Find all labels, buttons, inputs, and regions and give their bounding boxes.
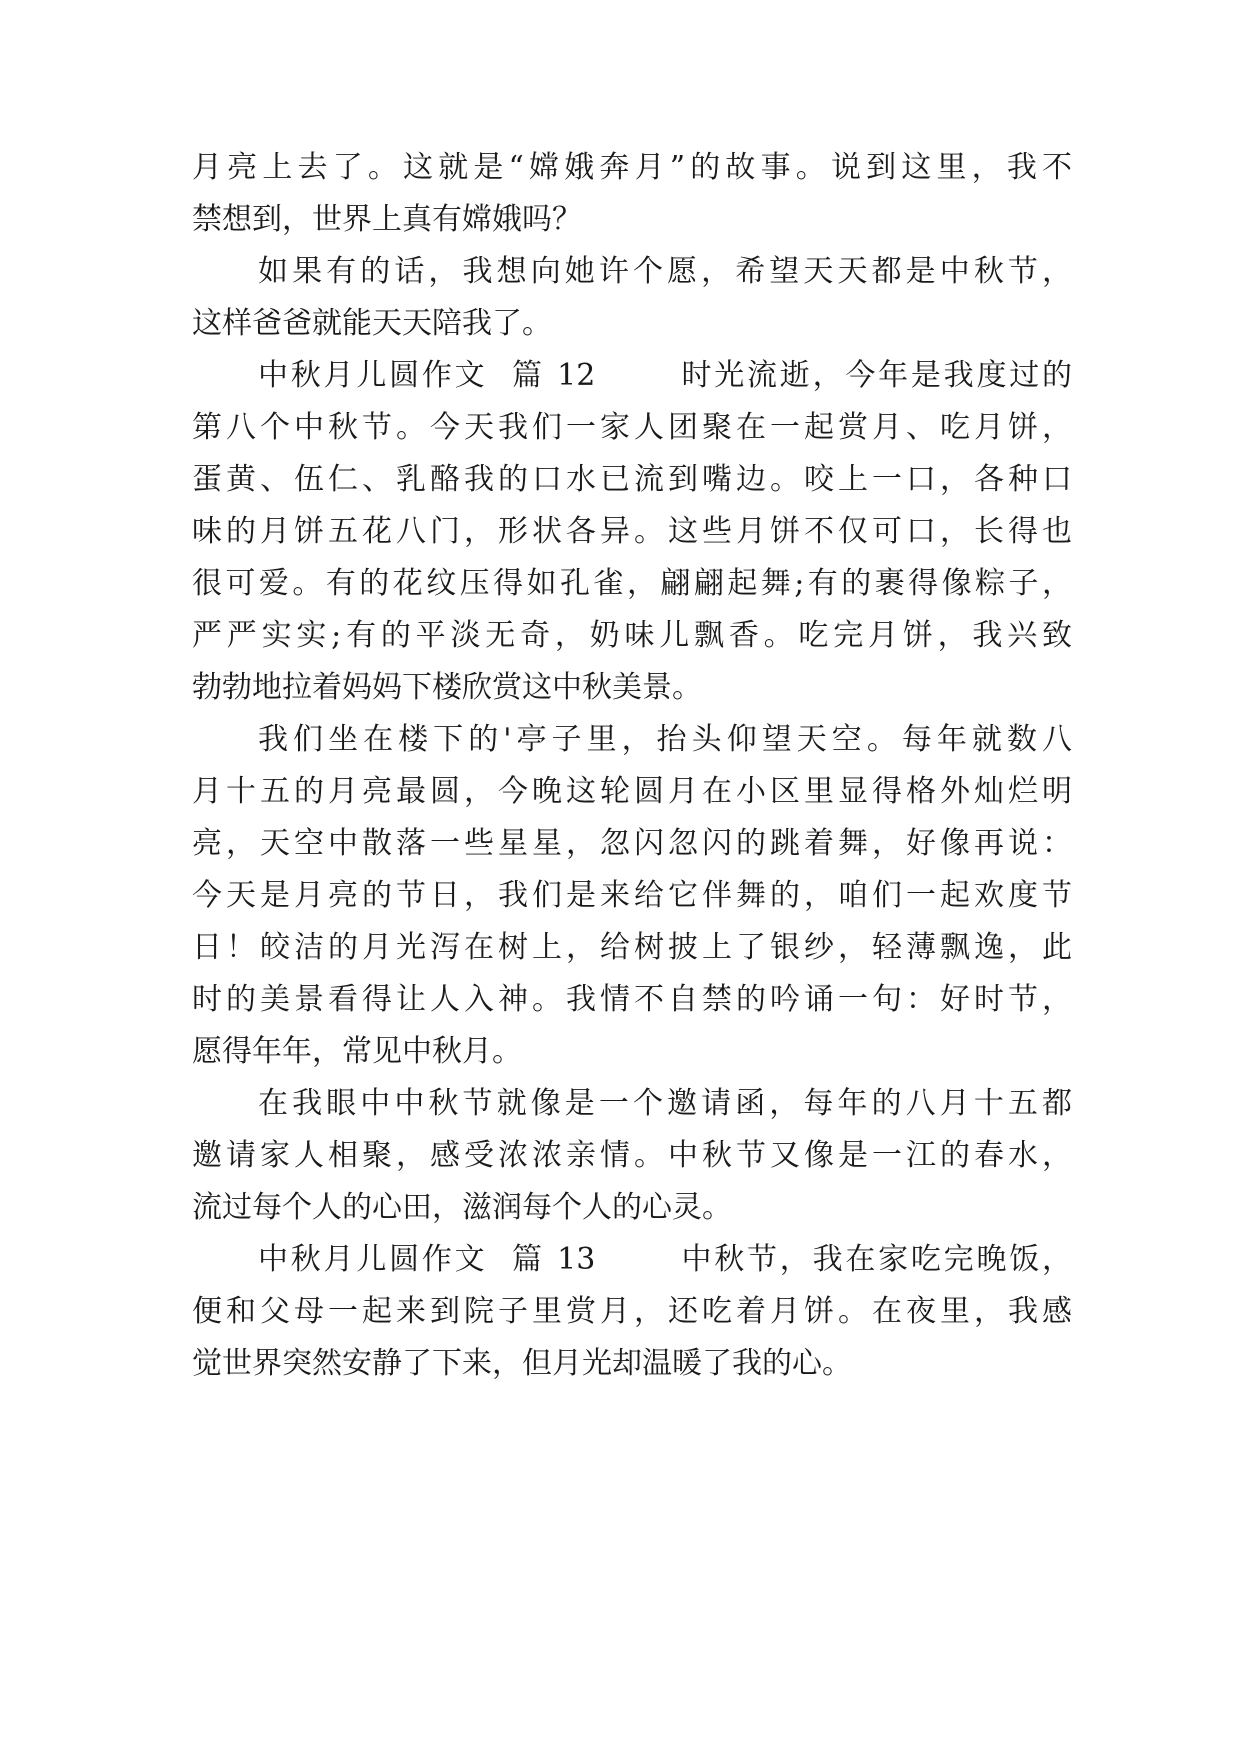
text-line: 便和父母一起来到院子里赏月，还吃着月饼。在夜里，我感 (192, 1294, 1072, 1329)
text-line: 愿得年年，常见中秋月。 (192, 1034, 522, 1069)
text-line: 味的月饼五花八门，形状各异。这些月饼不仅可口，长得也 (192, 514, 1072, 549)
section-heading-line: 中秋月儿圆作文 篇 12 时光流逝，今年是我度过的 (258, 358, 1072, 393)
text-line: 觉世界突然安静了下来，但月光却温暖了我的心。 (192, 1346, 852, 1381)
text-line: 第八个中秋节。今天我们一家人团聚在一起赏月、吃月饼， (192, 410, 1072, 445)
text-line: 日！皎洁的月光泻在树上，给树披上了银纱，轻薄飘逸，此 (192, 930, 1072, 965)
text-line: 很可爱。有的花纹压得如孔雀，翩翩起舞;有的裹得像粽子， (192, 566, 1072, 601)
section-heading-line: 中秋月儿圆作文 篇 13 中秋节，我在家吃完晚饭， (258, 1242, 1072, 1277)
text-line: 如果有的话，我想向她许个愿，希望天天都是中秋节， (258, 254, 1072, 289)
text-line: 在我眼中中秋节就像是一个邀请函，每年的八月十五都 (258, 1086, 1072, 1121)
text-line: 流过每个人的心田，滋润每个人的心灵。 (192, 1190, 732, 1225)
text-line: 蛋黄、伍仁、乳酪我的口水已流到嘴边。咬上一口，各种口 (192, 462, 1072, 497)
text-line: 时的美景看得让人入神。我情不自禁的吟诵一句：好时节， (192, 982, 1072, 1017)
text-line: 这样爸爸就能天天陪我了。 (192, 306, 552, 341)
text-line: 今天是月亮的节日，我们是来给它伴舞的，咱们一起欢度节 (192, 878, 1072, 913)
text-line: 邀请家人相聚，感受浓浓亲情。中秋节又像是一江的春水， (192, 1138, 1072, 1173)
text-line: 亮，天空中散落一些星星，忽闪忽闪的跳着舞，好像再说： (192, 826, 1072, 861)
text-line: 月亮上去了。这就是“嫦娥奔月”的故事。说到这里，我不 (192, 150, 1072, 185)
text-line: 禁想到，世界上真有嫦娥吗？ (192, 202, 582, 237)
text-line: 月十五的月亮最圆，今晚这轮圆月在小区里显得格外灿烂明 (192, 774, 1072, 809)
text-line: 我们坐在楼下的'亭子里，抬头仰望天空。每年就数八 (258, 722, 1072, 757)
text-line: 勃勃地拉着妈妈下楼欣赏这中秋美景。 (192, 670, 702, 705)
text-line: 严严实实;有的平淡无奇，奶味儿飘香。吃完月饼，我兴致 (192, 618, 1072, 653)
